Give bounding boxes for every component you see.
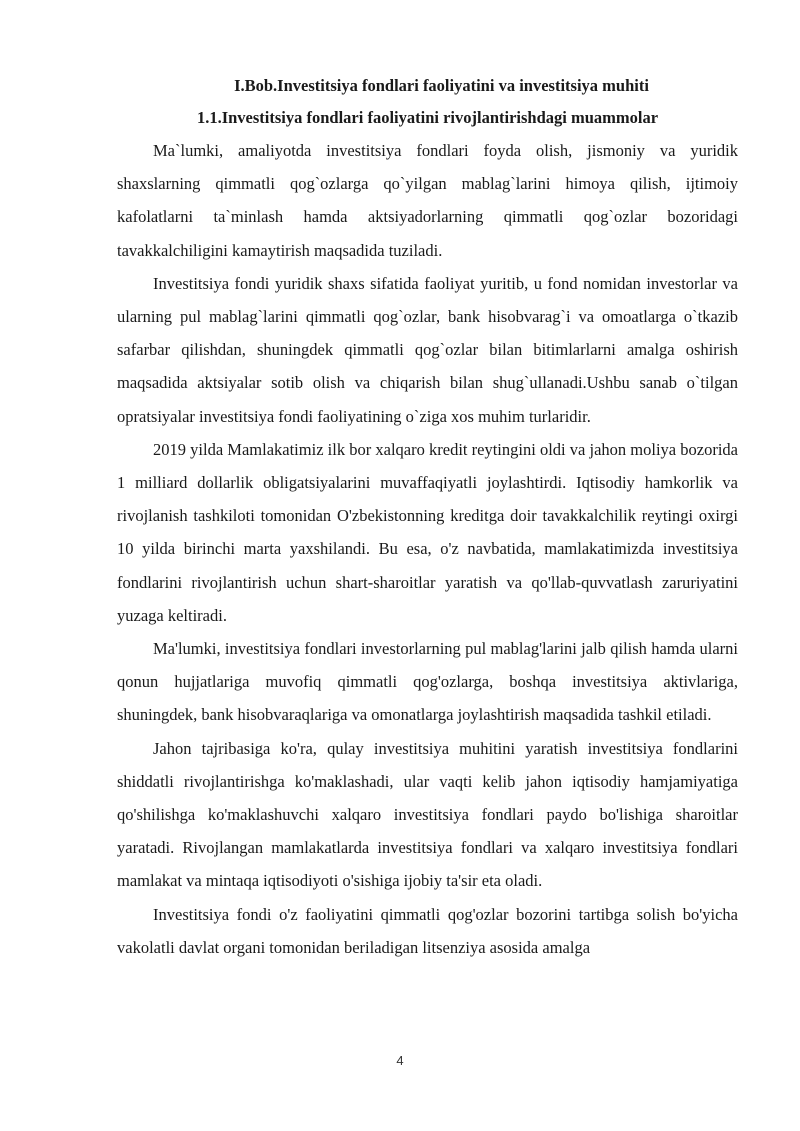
paragraph: Jahon tajribasiga ko'ra, qulay investitsiya muhitini yaratish investitsiya fondlarini shiddatli rivojlantirishga ko'maklashadi, ular vaqti kelib jahon iqtisodiy hamjamiyatiga qo'shilishga ko'maklashuvchi xalqaro investitsiya fondlari paydo bo'lishiga sharoitlar yaratadi. Rivojlangan mamlakatlarda investitsiya fondlari va xalqaro investitsiya fondlari mamlakat va mintaqa iqtisodiyoti o'sishiga ijobiy ta'sir eta oladi. [117, 738, 738, 891]
paragraph: Investitsiya fondi o'z faoliyatini qimmatli qog'ozlar bozorini tartibga solish bo'yicha vakolatli davlat organi tomonidan beriladigan litsenziya asosida amalga [117, 904, 738, 957]
paragraph: Investitsiya fondi yuridik shaxs sifatida faoliyat yuritib, u fond nomidan investorlar va ularning pul mablag`larini qimmatli qog`ozlar, bank hisobvarag`i va omoatlarga o`tkazib safarbar qilishdan, shuningdek qimmatli qog`ozlar bilan bitimlarlarni amalga oshirish maqsadida aktsiyalar sotib olish va chiqarish bilan shug`ullanadi.Ushbu sanab o`tilgan opratsiyalar investitsiya fondi faoliyatining o`ziga xos muhim turlaridir. [117, 273, 738, 426]
paragraph: Ma`lumki, amaliyotda investitsiya fondlari foyda olish, jismoniy va yuridik shaxslarning qimmatli qog`ozlarga qo`yilgan mablag`larini himoya qilish, ijtimoiy kafolatlarni ta`minlash hamda aktsiyadorlarning qimmatli qog`ozlar bozoridagi tavakkalchiligini kamaytirish maqsadida tuziladi. [117, 141, 738, 260]
paragraph: Ma'lumki, investitsiya fondlari investorlarning pul mablag'larini jalb qilish hamda ularni qonun hujjatlariga muvofiq qimmatli qog'ozlarga, boshqa investitsiya aktivlariga, shuningdek, bank hisobvaraqlariga va omonatlarga joylashtirish maqsadida tashkil etiladi. [117, 639, 738, 725]
page-number: 4 [396, 1053, 404, 1068]
paragraph: 2019 yilda Mamlakatimiz ilk bor xalqaro kredit reytingini oldi va jahon moliya bozorida 1 milliard dollarlik obligatsiyalarini muvaffaqiyatli joylashtirdi. Iqtisodiy hamkorlik va rivojlanish tashkiloti tomonidan O'zbekistonning kreditga doir tavakkalchilik reytingi oxirgi 10 yilda birinchi marta yaxshilandi. Bu esa, o'z navbatida, mamlakatimizda investitsiya fondlarini rivojlantirish uchun shart-sharoitlar yaratish va qo'llab-quvvatlash zaruriyatini yuzaga keltiradi. [117, 439, 738, 625]
document-page [117, 70, 738, 964]
section-title: 1.1.Investitsiya fondlari faoliyatini rivojlantirishdagi muammolar [196, 108, 659, 127]
chapter-title: I.Bob.Investitsiya fondlari faoliyatini va investitsiya muhiti [234, 76, 649, 95]
